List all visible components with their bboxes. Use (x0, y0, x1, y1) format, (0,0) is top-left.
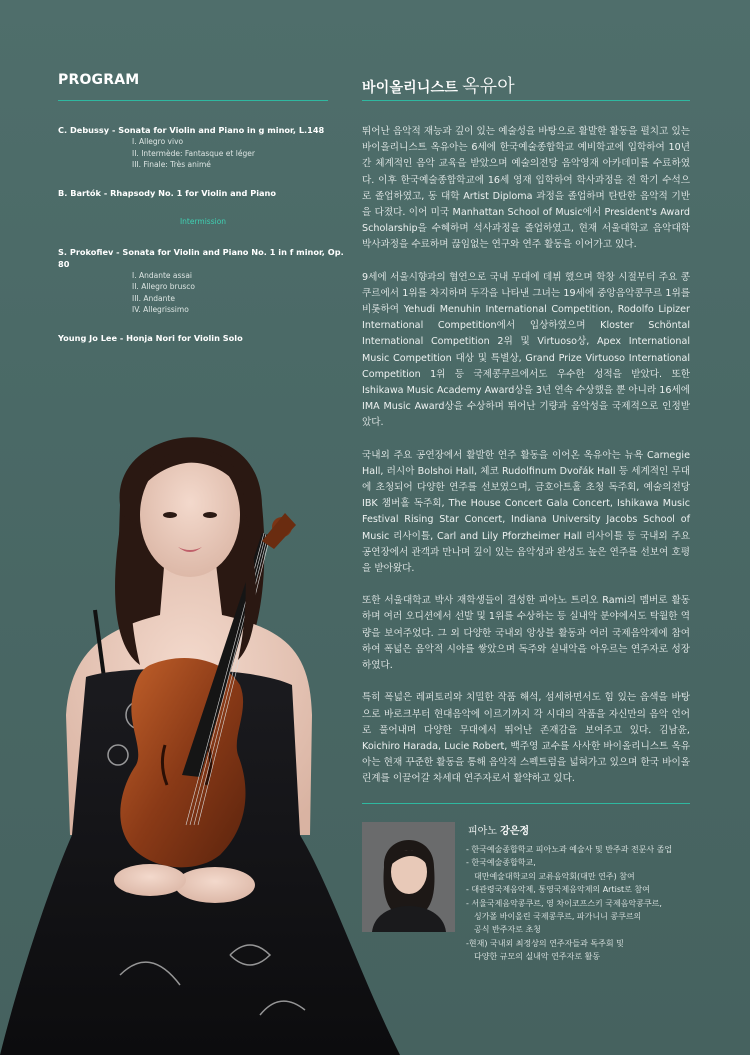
bio-paragraph: 9세에 서울시향과의 협연으로 국내 무대에 데뷔 했으며 학창 시절부터 주요 콩쿠르에서 1위를 차지하며 두각을 나타낸 그녀는 19세에 중앙음악콩쿠르 1위를 비롯하여 Yehudi Menuhin International Competition, Rodolfo Lipizer International Competition에서 입상하였으며 Kloster Schöntal International Competition 2위 및 Virtuoso상, Apex International Music Competition 대상 및 특별상, Grand Prize Virtuoso International Competition 1위 등 국제콩쿠르에서도 우수한 성적을 받았다. 또한 Ishikawa Music Academy Award상을 3년 연속 수상했을 뿐 아니라 16세에 IMA Music Award상을 수상하며 뛰어난 기량과 음악성을 국제적으로 인정받았다. (362, 271, 690, 429)
work-title: B. Bartók - Rhapsody No. 1 for Violin and Piano (58, 187, 276, 198)
movement: III. Andante (132, 293, 175, 303)
intermission-label: Intermission (179, 216, 227, 226)
pianist-bio-line: - 대관령국제음악제, 통영국제음악제의 Artist로 참여 (466, 885, 650, 895)
program-heading: PROGRAM (58, 72, 140, 88)
violinist-biography (362, 124, 690, 804)
violinist-heading (362, 72, 515, 98)
pianist-bio-line: -현재) 국내외 최정상의 연주자들과 독주회 및 (466, 938, 624, 948)
work-debussy (58, 124, 348, 171)
pianist-bio-line: 대만예술대학교의 교류음악회(대만 연주) 참여 (474, 871, 635, 881)
program-list (58, 124, 348, 344)
pianist-bio-line: - 서울국제음악콩쿠르, 영 차이코프스키 국제음악콩쿠르, (466, 898, 662, 908)
pianist-name: 강은정 (500, 826, 530, 837)
pianist-divider (362, 803, 690, 804)
work-title: Young Jo Lee - Honja Nori for Violin Solo (58, 332, 243, 343)
movement: IV. Allegrissimo (132, 305, 189, 314)
bio-paragraph: 뛰어난 음악적 재능과 깊이 있는 예술성을 바탕으로 활발한 활동을 펼치고 있는 바이올리니스트 옥유아는 6세에 한국예술종합학교 예비학교에 입학하여 10년간 체계적인 음악 교육을 받았으며 예술의전당 음악영재 아카데미를 수료하였다. 이후 한국예술종합학교에 16세 영재 입학하여 학사과정을 전 학기 수석으로 졸업하였고, 동 대학 Artist Diploma 과정을 졸업하며 탄탄한 음악적 기반을 다졌다. 이어 미국 Manhattan School of Music에서 President's Award Scholarship을 수혜하며 석사과정을 졸업하였고, 현재 서울대학교 음악대학 박사과정을 수료하며 끊임없는 연구와 연주 활동을 이어가고 있다. (362, 126, 690, 251)
violinist-heading-name: 옥유아 (462, 76, 515, 97)
pianist-bio-line: - 한국예술종합학교 피아노과 예술사 및 반주과 전문사 졸업 (466, 845, 673, 854)
bio-paragraph: 또한 서울대학교 박사 재학생들이 결성한 피아노 트리오 Rami의 멤버로 활동하며 여러 오디션에서 선발 및 1위를 수상하는 등 실내악 분야에서도 탁월한 역량을 보여주었다. 그 외 다양한 국내외 앙상블 활동과 여러 국제음악제에 참여하여 폭넓은 음악적 시야를 쌓았으며 독주와 실내악을 아우르는 연주자로 성장하였다. (362, 595, 690, 672)
movement: I. Allegro vivo (132, 137, 184, 146)
pianist-bio-line: 공식 반주자로 초청 (474, 925, 541, 935)
bio-paragraph: 특히 폭넓은 레퍼토리와 치밀한 작품 해석, 섬세하면서도 힘 있는 음색을 바탕으로 바로크부터 현대음악에 이르기까지 각 시대의 작품을 자신만의 음악 언어로 풀어내며 다양한 무대에서 뛰어난 존재감을 보여주고 있다. 김남윤, Koichiro Harada, Lucie Robert, 백주영 교수를 사사한 바이올리니스트 옥유아는 현재 꾸준한 활동을 통해 음악적 스펙트럼을 넓혀가고 있으며 한국 바이올린계를 이끌어갈 차세대 연주자로서 활약하고 있다. (362, 692, 690, 785)
movement: III. Finale: Très animé (132, 160, 211, 169)
bio-paragraph: 국내외 주요 공연장에서 활발한 연주 활동을 이어온 옥유아는 뉴욕 Carnegie Hall, 러시아 Bolshoi Hall, 체코 Rudolfinum Dvořák Hall 등 세계적인 무대에 초청되어 다양한 연주를 선보였으며, 금호아트홀 초청 독주회, 예술의전당 IBK 챔버홀 독주회, The House Concert Gala Concert, Ishikawa Music Festival Rising Star Concert, Indiana University Jacobs School of Music 리사이틀, Carl and Lily Pforzheimer Hall 리사이틀 등 국내외 주요 공연장에서 관객과 만나며 깊이 있는 음악성과 완성도 높은 연주를 선보여 호평을 받아왔다. (362, 449, 690, 575)
pianist-bio-line: 다양한 규모의 실내악 연주자로 활동 (474, 952, 601, 962)
movement: II. Intermède: Fantasque et léger (132, 148, 255, 158)
work-bartok (58, 187, 348, 199)
pianist-photo (362, 822, 455, 932)
work-prokofiev (58, 246, 348, 316)
program-divider (58, 100, 328, 101)
work-youngjolee (58, 332, 348, 344)
work-title: C. Debussy - Sonata for Violin and Piano in g minor, L.148 (58, 125, 325, 135)
movement: I. Andante assai (132, 270, 193, 280)
pianist-role: 피아노 (468, 826, 497, 837)
pianist-bio-line: 싱가폴 바이올린 국제콩쿠르, 파가니니 콩쿠르의 (474, 912, 642, 922)
violinist-heading-prefix: 바이올리니스트 (362, 80, 459, 96)
pianist-bio-list (466, 843, 706, 964)
pianist-heading (468, 822, 529, 837)
movement: II. Allegro brusco (132, 282, 195, 291)
work-title: S. Prokofiev - Sonata for Violin and Piano No. 1 in f minor, Op. 80 (58, 246, 344, 269)
violinist-divider (362, 100, 690, 101)
pianist-bio-line: - 한국예술종합학교, (466, 858, 536, 868)
violinist-photo (0, 415, 400, 1055)
